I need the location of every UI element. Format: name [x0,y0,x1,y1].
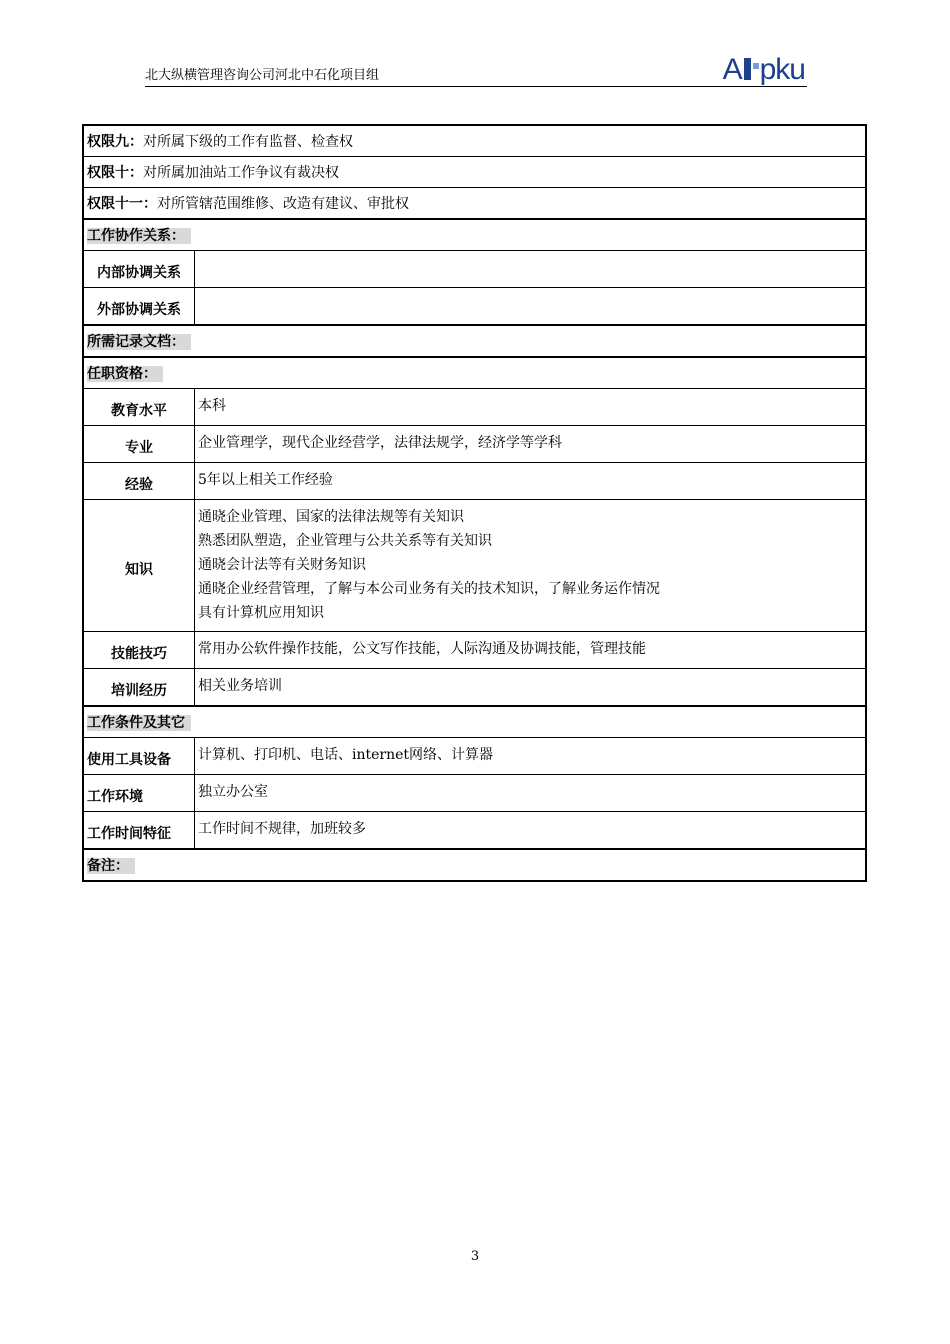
cooperation-section [83,219,866,251]
external-coordination-label: 外部协调关系 [83,288,195,326]
experience-row [83,463,866,500]
page-header [145,54,807,87]
skills-row [83,632,866,669]
authority-label: 权限十： [87,165,143,181]
knowledge-value [195,500,867,632]
environment-value: 独立办公室 [195,775,867,812]
knowledge-row [83,500,866,632]
major-label: 专业 [83,426,195,463]
authority-text: 对所属下级的工作有监督、检查权 [143,134,353,150]
qualifications-section [83,357,866,389]
knowledge-line: 具有计算机应用知识 [198,605,324,621]
skills-label: 技能技巧 [83,632,195,669]
knowledge-line: 通晓企业管理、国家的法律法规等有关知识 [198,509,464,525]
section-title: 工作条件及其它 [87,715,191,731]
training-value: 相关业务培训 [195,669,867,707]
authority-row-11 [83,188,866,220]
work-time-row [83,812,866,850]
authority-label: 权限九： [87,134,143,150]
page-number: 3 [470,1249,480,1264]
knowledge-line: 通晓企业经营管理，了解与本公司业务有关的技术知识，了解业务运作情况 [198,581,660,597]
notes-section [83,849,866,881]
education-label: 教育水平 [83,389,195,426]
external-coordination-row [83,288,866,326]
external-coordination-value [195,288,867,326]
conditions-section [83,706,866,738]
section-title: 所需记录文档： [87,334,191,350]
knowledge-line: 通晓会计法等有关财务知识 [198,557,366,573]
education-value: 本科 [195,389,867,426]
tools-label: 使用工具设备 [83,738,195,775]
education-row [83,389,866,426]
internal-coordination-label: 内部协调关系 [83,251,195,288]
authority-text: 对所属加油站工作争议有裁决权 [143,165,339,181]
training-row [83,669,866,707]
skills-value: 常用办公软件操作技能，公文写作技能，人际沟通及协调技能，管理技能 [195,632,867,669]
experience-value: 5年以上相关工作经验 [195,463,867,500]
section-title: 备注： [87,858,135,874]
experience-label: 经验 [83,463,195,500]
tools-row [83,738,866,775]
knowledge-label: 知识 [83,500,195,632]
internal-coordination-row [83,251,866,288]
authority-row-10 [83,157,866,188]
authority-label: 权限十一： [87,196,157,212]
company-logo: A pku [722,53,805,86]
tools-value: 计算机、打印机、电话、internet网络、计算器 [195,738,867,775]
authority-text: 对所管辖范围维修、改造有建议、审批权 [157,196,409,212]
work-time-value: 工作时间不规律，加班较多 [195,812,867,850]
section-title: 工作协作关系： [87,228,191,244]
work-time-label: 工作时间特征 [83,812,195,850]
environment-label: 工作环境 [83,775,195,812]
records-section [83,325,866,357]
knowledge-line: 熟悉团队塑造，企业管理与公共关系等有关知识 [198,533,492,549]
training-label: 培训经历 [83,669,195,707]
job-description-table [82,124,867,882]
internal-coordination-value [195,251,867,288]
major-row [83,426,866,463]
section-title: 任职资格： [87,366,163,382]
environment-row [83,775,866,812]
header-company-name: 北大纵横管理咨询公司河北中石化项目组 [145,68,380,83]
authority-row-9 [83,125,866,157]
major-value: 企业管理学，现代企业经营学，法律法规学，经济学等学科 [195,426,867,463]
